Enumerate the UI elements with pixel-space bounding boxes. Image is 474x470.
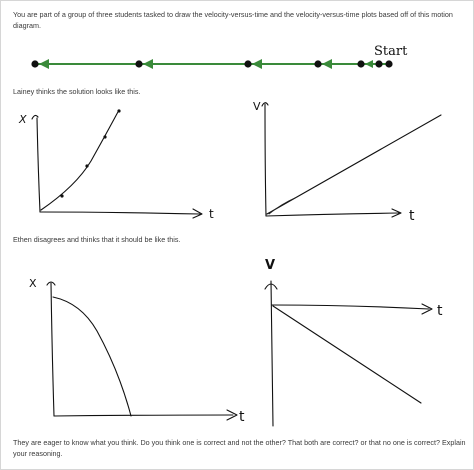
motion-dot-1 [31, 60, 38, 67]
lainey-vel-y-axis [265, 104, 266, 216]
lainey-vel-x-label: t [409, 208, 415, 224]
motion-arrow-1 [39, 59, 49, 69]
start-label: Start [374, 44, 408, 59]
ethen-pos-x-axis [54, 415, 233, 416]
ethen-pos-y-axis [51, 283, 54, 416]
lainey-pos-curve [41, 110, 119, 210]
motion-dot-3 [244, 60, 251, 67]
lainey-pos-x-axis [40, 212, 200, 214]
ethen-text: Ethen disagrees and thinks that it should be like this. [13, 235, 181, 244]
lainey-pos-point-3 [103, 135, 106, 138]
motion-dot-4 [314, 60, 321, 67]
ethen-vel-y-axis [271, 281, 273, 426]
motion-dot-5 [357, 60, 364, 67]
ethen-vel-x-label: t [437, 303, 443, 319]
motion-arrow-3 [252, 59, 262, 69]
lainey-velocity-graph [253, 100, 441, 224]
lainey-text: Lainey thinks the solution looks like this. [13, 87, 141, 96]
ethen-pos-curve [53, 297, 131, 416]
lainey-pos-point-4 [117, 109, 120, 112]
lainey-pos-y-label: X [19, 113, 27, 126]
lainey-pos-y-axis [37, 118, 40, 212]
lainey-vel-x-axis [266, 213, 399, 216]
motion-arrow-4 [322, 59, 332, 69]
ethen-pos-x-label: t [239, 409, 245, 425]
lainey-sketches [1, 96, 473, 236]
motion-dot-2 [135, 60, 142, 67]
ethen-velocity-graph [265, 258, 443, 426]
ethen-vel-y-label: V [265, 258, 276, 273]
intro-text: You are part of a group of three students tasked to draw the velocity-versus-time and the velocity-versus-time plots based off of this motion diagram. [13, 10, 453, 30]
lainey-vel-y-label: V [253, 100, 261, 113]
ethen-vel-line [273, 306, 421, 403]
lainey-position-graph [18, 109, 214, 221]
lainey-pos-x-label: t [209, 207, 214, 221]
ethen-sketches [1, 251, 473, 431]
lainey-pos-point-1 [60, 194, 63, 197]
lainey-pos-point-2 [85, 164, 88, 167]
motion-dot-6 [375, 60, 382, 67]
motion-dot-7 [385, 60, 392, 67]
motion-arrow-2 [143, 59, 153, 69]
outro-text: They are eager to know what you think. Do you think one is correct and not the other? That both are correct? or that no one is correct? Explain your reasoning. [13, 438, 466, 458]
ethen-pos-y-label: X [29, 277, 37, 290]
ethen-position-graph [29, 277, 245, 425]
ethen-vel-x-axis [272, 305, 429, 309]
motion-diagram [1, 1, 473, 81]
motion-arrow-5 [365, 60, 373, 68]
